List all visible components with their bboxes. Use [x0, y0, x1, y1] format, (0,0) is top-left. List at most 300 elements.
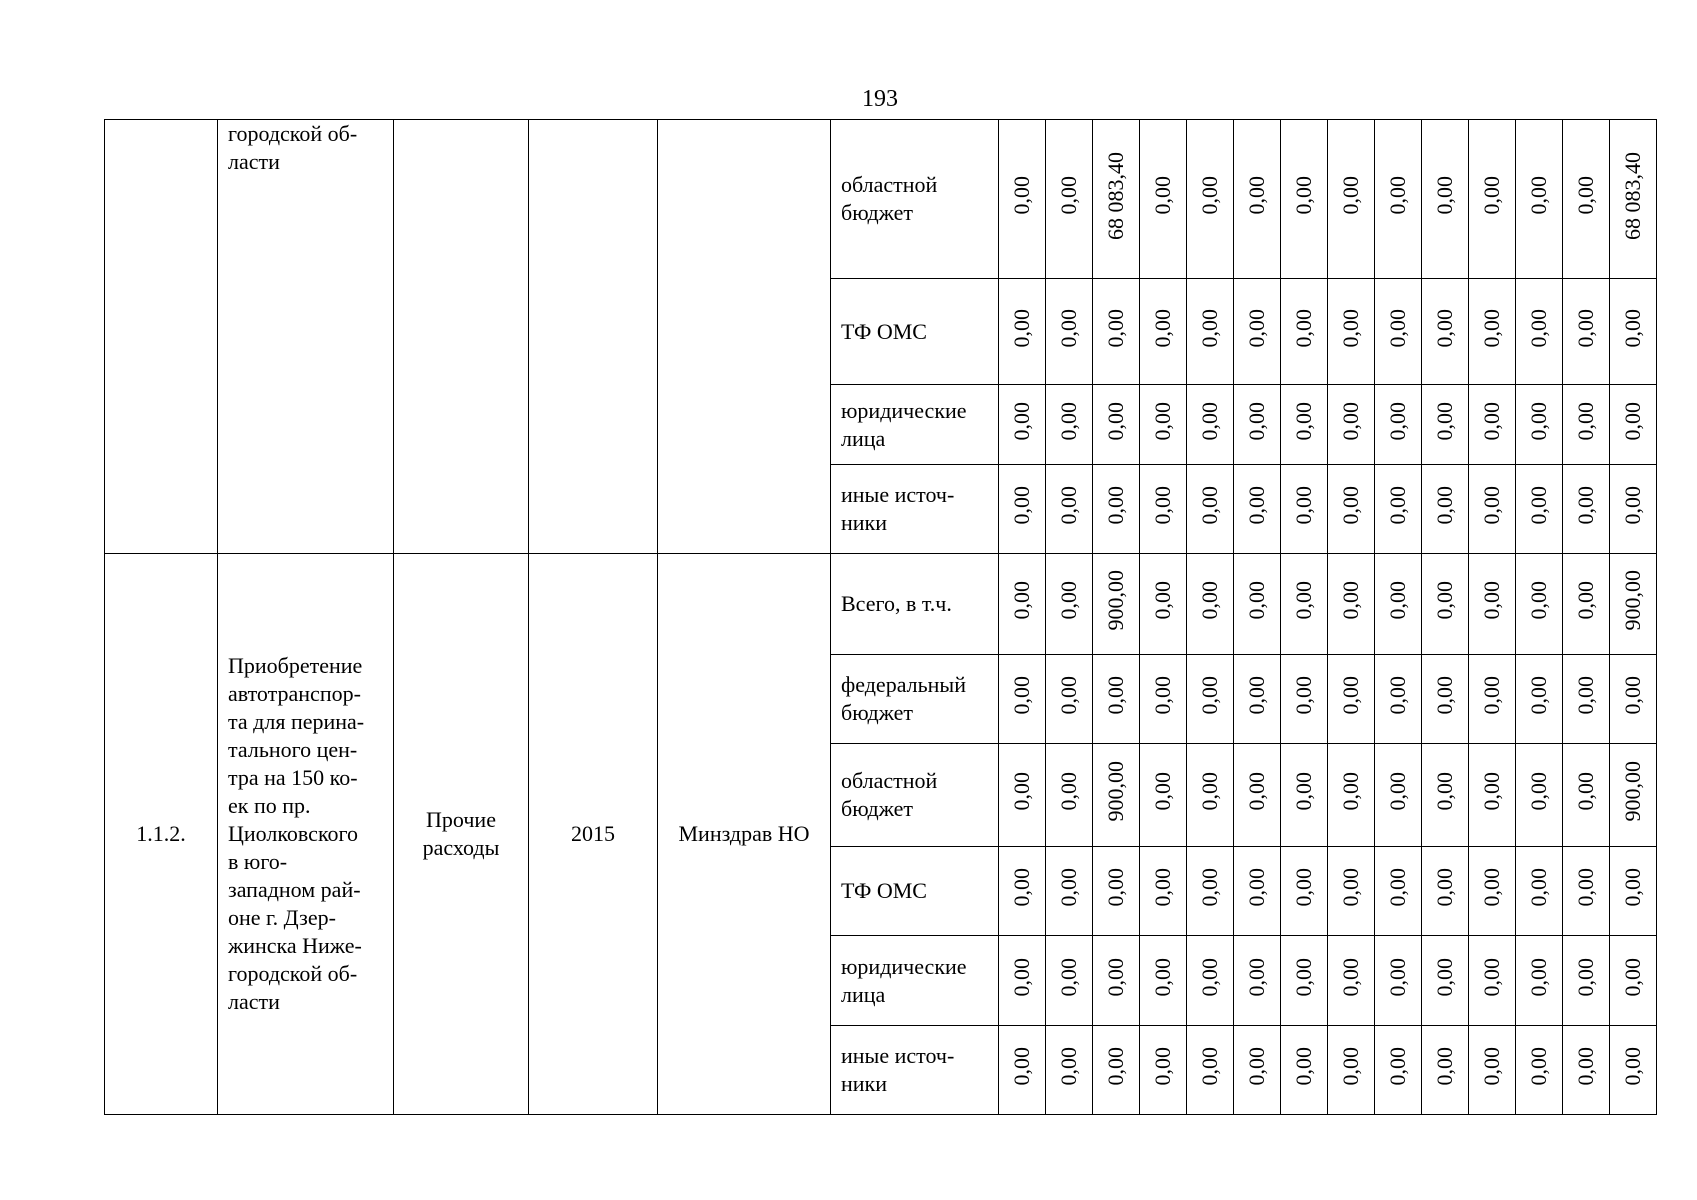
value-cell	[1469, 385, 1516, 465]
value-cell	[1140, 655, 1187, 744]
value-cell	[1046, 655, 1093, 744]
value-text: 0,00	[1291, 772, 1316, 811]
funding-source: ТФ ОМС	[831, 279, 999, 385]
value-cell	[1375, 385, 1422, 465]
value-text: 0,00	[1009, 1047, 1034, 1086]
value-text: 0,00	[1573, 176, 1598, 215]
value-cell	[1610, 554, 1657, 655]
value-text: 0,00	[1291, 308, 1316, 348]
budget-table	[104, 119, 1657, 1115]
value-text: 0,00	[1150, 308, 1175, 348]
value-cell	[1281, 385, 1328, 465]
value-text: 0,00	[1385, 868, 1410, 907]
value-cell	[1563, 554, 1610, 655]
value-cell	[1563, 385, 1610, 465]
value-text: 0,00	[1479, 176, 1504, 215]
value-text: 0,00	[1526, 957, 1551, 997]
value-text: 0,00	[1385, 772, 1410, 811]
value-cell	[999, 465, 1046, 554]
value-text: 0,00	[1526, 401, 1551, 441]
year	[529, 120, 658, 554]
value-text: 0,00	[1244, 676, 1269, 715]
value-text: 0,00	[1573, 581, 1598, 620]
value-text: 68 083,40	[1103, 151, 1128, 240]
value-text: 0,00	[1056, 308, 1081, 348]
value-text: 0,00	[1573, 868, 1598, 907]
value-cell	[1610, 744, 1657, 847]
value-text: 0,00	[1197, 957, 1222, 997]
value-cell	[1469, 554, 1516, 655]
value-text: 0,00	[1385, 176, 1410, 215]
value-text: 0,00	[1573, 308, 1598, 348]
value-text: 0,00	[1150, 401, 1175, 441]
value-cell	[1093, 465, 1140, 554]
value-text: 0,00	[1244, 401, 1269, 441]
value-text: 0,00	[1009, 308, 1034, 348]
value-text: 0,00	[1573, 772, 1598, 811]
funding-source: федеральный бюджет	[831, 655, 999, 744]
funding-source: иные источ- ники	[831, 1026, 999, 1115]
value-cell	[1563, 1026, 1610, 1115]
value-cell	[1046, 847, 1093, 936]
value-text: 0,00	[1197, 1047, 1222, 1086]
value-cell	[1375, 936, 1422, 1026]
value-cell	[1234, 385, 1281, 465]
value-cell	[999, 847, 1046, 936]
value-text: 0,00	[1620, 308, 1645, 348]
value-cell	[1563, 120, 1610, 279]
value-cell	[1375, 554, 1422, 655]
value-text: 0,00	[1479, 772, 1504, 811]
value-cell	[1234, 465, 1281, 554]
value-cell	[1234, 1026, 1281, 1115]
funding-source: областной бюджет	[831, 744, 999, 847]
value-cell	[1375, 655, 1422, 744]
value-text: 0,00	[1056, 581, 1081, 620]
value-cell	[1469, 847, 1516, 936]
value-cell	[1234, 554, 1281, 655]
value-cell	[1281, 279, 1328, 385]
value-text: 0,00	[1432, 401, 1457, 441]
value-cell	[1422, 554, 1469, 655]
value-text: 0,00	[1103, 308, 1128, 348]
year: 2015	[529, 554, 658, 1115]
value-text: 0,00	[1432, 957, 1457, 997]
value-cell	[1093, 744, 1140, 847]
value-text: 0,00	[1385, 486, 1410, 525]
value-cell	[1563, 744, 1610, 847]
value-cell	[1093, 385, 1140, 465]
value-text: 0,00	[1009, 581, 1034, 620]
value-cell	[999, 655, 1046, 744]
value-text: 0,00	[1244, 868, 1269, 907]
value-cell	[1375, 120, 1422, 279]
value-cell	[1328, 279, 1375, 385]
value-text: 0,00	[1526, 1047, 1551, 1086]
value-cell	[1281, 655, 1328, 744]
value-cell	[1187, 847, 1234, 936]
value-text: 0,00	[1103, 957, 1128, 997]
value-text: 0,00	[1620, 868, 1645, 907]
value-text: 0,00	[1338, 401, 1363, 441]
value-text: 0,00	[1197, 486, 1222, 525]
value-cell	[1328, 554, 1375, 655]
value-cell	[1046, 1026, 1093, 1115]
value-text: 0,00	[1479, 1047, 1504, 1086]
value-cell	[1375, 744, 1422, 847]
value-cell	[1281, 1026, 1328, 1115]
value-cell	[1375, 279, 1422, 385]
value-cell	[1234, 744, 1281, 847]
value-text: 0,00	[1479, 581, 1504, 620]
value-text: 0,00	[1526, 868, 1551, 907]
value-text: 0,00	[1056, 676, 1081, 715]
value-text: 0,00	[1338, 308, 1363, 348]
value-text: 0,00	[1291, 1047, 1316, 1086]
item-name: Приобретение автотранспор- та для перина- тального цен- тра на 150 ко- ек по пр. Циолковского в юго- западном рай- оне г. Дзер- жинска Ниже- городской об- ласти	[218, 554, 394, 1115]
value-cell	[999, 554, 1046, 655]
value-cell	[1469, 279, 1516, 385]
value-cell	[1140, 120, 1187, 279]
value-cell	[1234, 279, 1281, 385]
value-cell	[1469, 936, 1516, 1026]
value-text: 0,00	[1244, 957, 1269, 997]
value-cell	[1046, 385, 1093, 465]
item-number	[105, 120, 218, 554]
value-text: 0,00	[1573, 401, 1598, 441]
value-cell	[1187, 936, 1234, 1026]
value-cell	[1516, 120, 1563, 279]
value-cell	[1281, 936, 1328, 1026]
value-cell	[1469, 744, 1516, 847]
value-text: 0,00	[1385, 308, 1410, 348]
value-cell	[1281, 744, 1328, 847]
value-cell	[1422, 847, 1469, 936]
value-text: 0,00	[1009, 176, 1034, 215]
value-text: 0,00	[1432, 1047, 1457, 1086]
value-text: 0,00	[1338, 581, 1363, 620]
value-text: 0,00	[1338, 957, 1363, 997]
value-text: 0,00	[1291, 176, 1316, 215]
value-text: 0,00	[1338, 772, 1363, 811]
value-cell	[1234, 120, 1281, 279]
value-text: 0,00	[1244, 308, 1269, 348]
value-cell	[1516, 936, 1563, 1026]
value-cell	[1093, 554, 1140, 655]
value-text: 0,00	[1479, 401, 1504, 441]
value-cell	[1610, 385, 1657, 465]
value-text: 0,00	[1150, 676, 1175, 715]
value-cell	[1046, 554, 1093, 655]
expense-type: Прочие расходы	[394, 554, 529, 1115]
value-text: 0,00	[1150, 176, 1175, 215]
value-text: 0,00	[1432, 772, 1457, 811]
value-text: 0,00	[1291, 581, 1316, 620]
value-cell	[1234, 847, 1281, 936]
value-text: 0,00	[1056, 176, 1081, 215]
value-text: 0,00	[1244, 1047, 1269, 1086]
value-text: 0,00	[1197, 308, 1222, 348]
value-text: 900,00	[1620, 761, 1645, 822]
value-cell	[1516, 385, 1563, 465]
value-cell	[1422, 465, 1469, 554]
funding-source: юридические лица	[831, 936, 999, 1026]
value-text: 0,00	[1526, 486, 1551, 525]
value-text: 0,00	[1197, 772, 1222, 811]
value-cell	[1610, 279, 1657, 385]
value-cell	[1093, 120, 1140, 279]
value-text: 0,00	[1338, 1047, 1363, 1086]
value-text: 0,00	[1526, 176, 1551, 215]
value-cell	[1563, 936, 1610, 1026]
value-cell	[1140, 554, 1187, 655]
value-text: 0,00	[1479, 308, 1504, 348]
value-cell	[1328, 744, 1375, 847]
value-cell	[1093, 279, 1140, 385]
value-cell	[1610, 655, 1657, 744]
value-cell	[999, 744, 1046, 847]
value-text: 0,00	[1009, 401, 1034, 441]
value-cell	[1469, 655, 1516, 744]
value-text: 0,00	[1150, 868, 1175, 907]
value-text: 0,00	[1291, 957, 1316, 997]
value-cell	[1328, 385, 1375, 465]
value-text: 900,00	[1103, 761, 1128, 822]
value-cell	[1516, 655, 1563, 744]
value-text: 0,00	[1291, 486, 1316, 525]
item-name: городской об- ласти	[218, 120, 394, 554]
value-cell	[1375, 465, 1422, 554]
value-text: 0,00	[1009, 957, 1034, 997]
value-cell	[1610, 847, 1657, 936]
value-text: 0,00	[1197, 401, 1222, 441]
value-text: 0,00	[1338, 676, 1363, 715]
value-text: 0,00	[1479, 957, 1504, 997]
value-cell	[1234, 936, 1281, 1026]
value-text: 0,00	[1197, 581, 1222, 620]
value-text: 0,00	[1620, 486, 1645, 525]
page-number: 193	[862, 86, 898, 112]
value-cell	[1516, 1026, 1563, 1115]
value-text: 0,00	[1009, 486, 1034, 525]
value-text: 900,00	[1103, 570, 1128, 631]
value-text: 0,00	[1009, 676, 1034, 715]
value-text: 0,00	[1385, 676, 1410, 715]
value-cell	[1516, 847, 1563, 936]
value-cell	[1046, 120, 1093, 279]
value-cell	[1610, 1026, 1657, 1115]
value-cell	[1610, 120, 1657, 279]
table-row	[105, 554, 1657, 655]
value-text: 0,00	[1620, 676, 1645, 715]
value-cell	[1422, 120, 1469, 279]
value-text: 0,00	[1056, 772, 1081, 811]
value-text: 0,00	[1291, 868, 1316, 907]
value-text: 0,00	[1056, 401, 1081, 441]
value-text: 0,00	[1573, 676, 1598, 715]
value-cell	[1328, 120, 1375, 279]
value-cell	[1140, 936, 1187, 1026]
value-cell	[1328, 465, 1375, 554]
value-cell	[999, 120, 1046, 279]
value-cell	[1563, 655, 1610, 744]
funding-source: иные источ- ники	[831, 465, 999, 554]
value-cell	[1610, 936, 1657, 1026]
value-cell	[1375, 847, 1422, 936]
value-cell	[1281, 465, 1328, 554]
value-text: 0,00	[1103, 868, 1128, 907]
value-cell	[999, 385, 1046, 465]
value-cell	[1046, 465, 1093, 554]
value-text: 0,00	[1150, 486, 1175, 525]
value-cell	[1187, 385, 1234, 465]
value-text: 0,00	[1009, 772, 1034, 811]
value-cell	[1093, 847, 1140, 936]
value-text: 0,00	[1244, 772, 1269, 811]
value-text: 0,00	[1385, 1047, 1410, 1086]
value-cell	[1093, 1026, 1140, 1115]
value-cell	[1328, 936, 1375, 1026]
value-cell	[1140, 279, 1187, 385]
value-text: 0,00	[1244, 486, 1269, 525]
value-text: 0,00	[1526, 308, 1551, 348]
value-cell	[1563, 279, 1610, 385]
value-cell	[1516, 465, 1563, 554]
value-cell	[1422, 385, 1469, 465]
executor: Минздрав НО	[658, 554, 831, 1115]
funding-source: Всего, в т.ч.	[831, 554, 999, 655]
value-text: 0,00	[1573, 1047, 1598, 1086]
value-text: 0,00	[1620, 1047, 1645, 1086]
value-cell	[999, 936, 1046, 1026]
value-text: 0,00	[1056, 957, 1081, 997]
value-text: 0,00	[1291, 676, 1316, 715]
value-text: 0,00	[1385, 957, 1410, 997]
value-cell	[1187, 1026, 1234, 1115]
funding-source: областной бюджет	[831, 120, 999, 279]
value-cell	[1046, 936, 1093, 1026]
executor	[658, 120, 831, 554]
funding-source: ТФ ОМС	[831, 847, 999, 936]
value-text: 0,00	[1150, 772, 1175, 811]
value-cell	[1563, 847, 1610, 936]
value-text: 68 083,40	[1620, 151, 1645, 240]
value-text: 0,00	[1103, 1047, 1128, 1086]
value-cell	[1046, 744, 1093, 847]
value-cell	[1187, 554, 1234, 655]
value-cell	[1328, 655, 1375, 744]
funding-source: юридические лица	[831, 385, 999, 465]
value-cell	[1422, 1026, 1469, 1115]
value-text: 0,00	[1244, 581, 1269, 620]
value-text: 0,00	[1573, 486, 1598, 525]
value-text: 0,00	[1103, 401, 1128, 441]
value-cell	[1187, 279, 1234, 385]
value-text: 0,00	[1338, 486, 1363, 525]
value-cell	[1422, 279, 1469, 385]
value-text: 0,00	[1526, 581, 1551, 620]
value-text: 0,00	[1009, 868, 1034, 907]
value-text: 0,00	[1056, 868, 1081, 907]
value-text: 0,00	[1432, 176, 1457, 215]
value-text: 0,00	[1056, 1047, 1081, 1086]
value-text: 0,00	[1432, 486, 1457, 525]
value-text: 0,00	[1150, 1047, 1175, 1086]
value-text: 0,00	[1056, 486, 1081, 525]
value-cell	[1187, 120, 1234, 279]
value-text: 0,00	[1244, 176, 1269, 215]
value-text: 0,00	[1432, 308, 1457, 348]
value-cell	[1328, 1026, 1375, 1115]
value-cell	[1610, 465, 1657, 554]
value-cell	[999, 1026, 1046, 1115]
value-text: 900,00	[1620, 570, 1645, 631]
value-text: 0,00	[1385, 581, 1410, 620]
value-cell	[1469, 1026, 1516, 1115]
value-text: 0,00	[1103, 486, 1128, 525]
value-cell	[1422, 655, 1469, 744]
value-cell	[1140, 385, 1187, 465]
value-text: 0,00	[1338, 868, 1363, 907]
value-text: 0,00	[1620, 957, 1645, 997]
value-text: 0,00	[1526, 676, 1551, 715]
value-cell	[1234, 655, 1281, 744]
table-row	[105, 120, 1657, 279]
value-text: 0,00	[1197, 676, 1222, 715]
value-cell	[999, 279, 1046, 385]
value-text: 0,00	[1432, 676, 1457, 715]
value-cell	[1516, 279, 1563, 385]
value-cell	[1281, 847, 1328, 936]
value-cell	[1093, 655, 1140, 744]
value-cell	[1563, 465, 1610, 554]
value-text: 0,00	[1150, 581, 1175, 620]
value-text: 0,00	[1291, 401, 1316, 441]
value-cell	[1422, 744, 1469, 847]
value-cell	[1046, 279, 1093, 385]
value-text: 0,00	[1150, 957, 1175, 997]
value-text: 0,00	[1479, 486, 1504, 525]
value-text: 0,00	[1338, 176, 1363, 215]
value-text: 0,00	[1620, 401, 1645, 441]
value-text: 0,00	[1479, 868, 1504, 907]
value-cell	[1281, 554, 1328, 655]
value-cell	[1469, 465, 1516, 554]
value-text: 0,00	[1432, 868, 1457, 907]
value-cell	[1469, 120, 1516, 279]
value-cell	[1516, 744, 1563, 847]
value-text: 0,00	[1479, 676, 1504, 715]
value-cell	[1187, 744, 1234, 847]
value-cell	[1140, 465, 1187, 554]
value-text: 0,00	[1385, 401, 1410, 441]
value-cell	[1516, 554, 1563, 655]
value-cell	[1140, 744, 1187, 847]
value-cell	[1093, 936, 1140, 1026]
value-cell	[1140, 1026, 1187, 1115]
value-cell	[1375, 1026, 1422, 1115]
value-text: 0,00	[1197, 176, 1222, 215]
item-number: 1.1.2.	[105, 554, 218, 1115]
value-cell	[1328, 847, 1375, 936]
value-cell	[1187, 465, 1234, 554]
value-text: 0,00	[1526, 772, 1551, 811]
value-cell	[1187, 655, 1234, 744]
expense-type	[394, 120, 529, 554]
value-cell	[1422, 936, 1469, 1026]
value-text: 0,00	[1432, 581, 1457, 620]
value-cell	[1140, 847, 1187, 936]
